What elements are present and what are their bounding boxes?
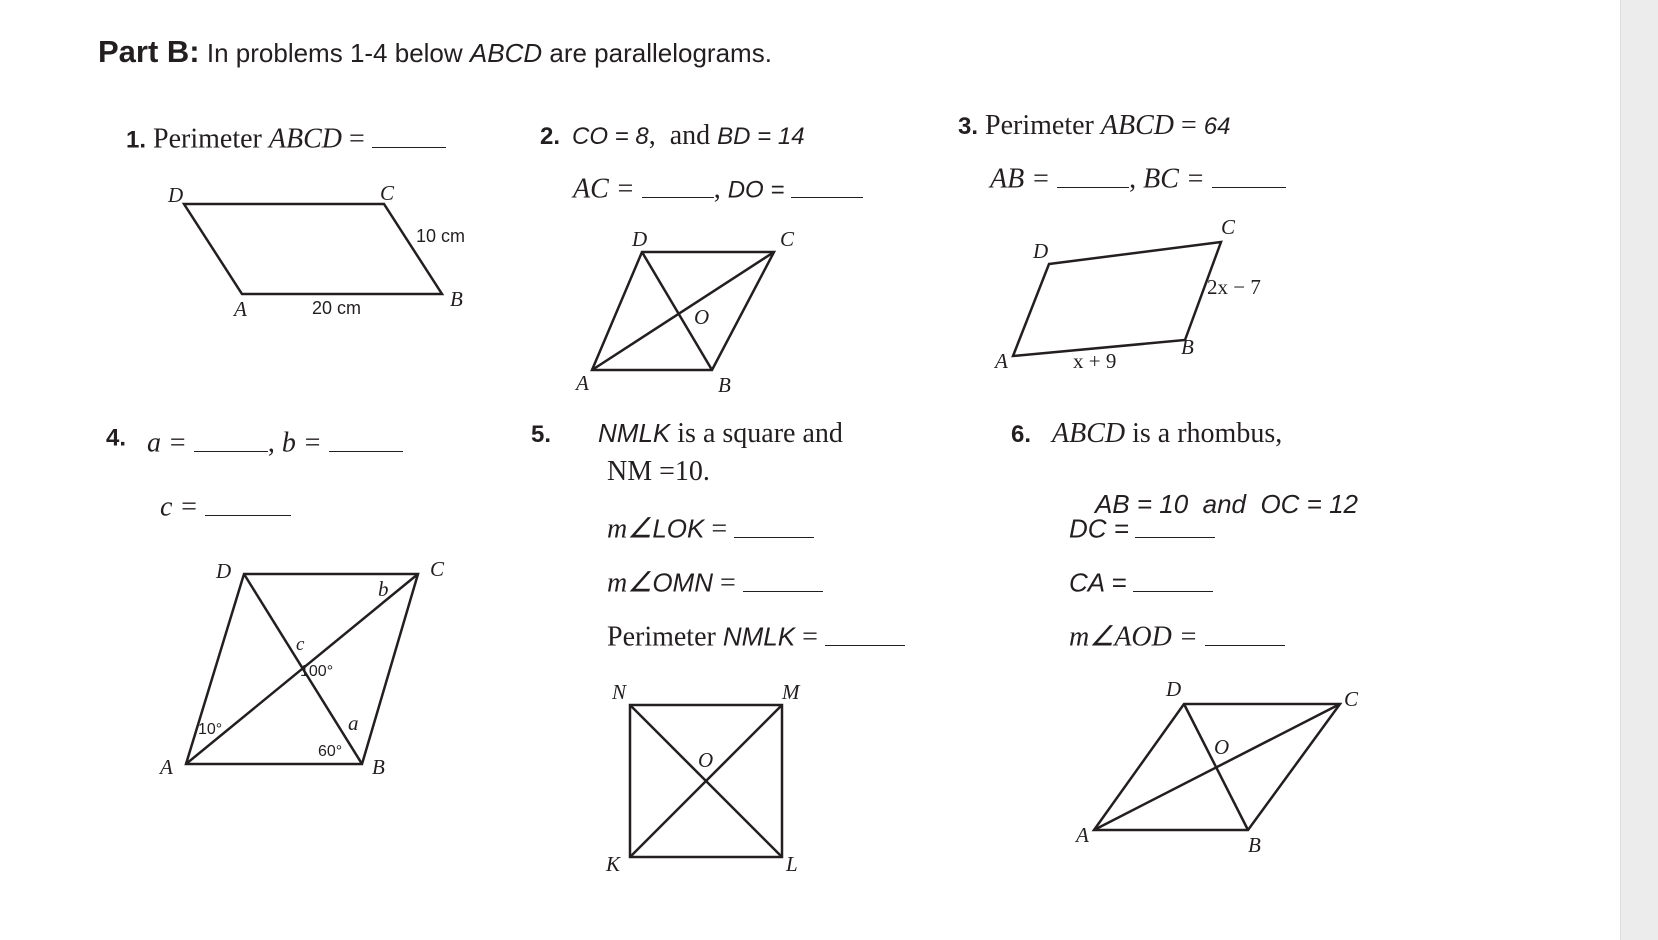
part-b-heading — [98, 34, 772, 70]
problem-3-prompt — [958, 110, 1230, 142]
label-c: C — [780, 228, 795, 251]
angle-60-label: 60° — [318, 743, 343, 760]
heading-abcd: ABCD — [469, 38, 543, 68]
label-b: B — [450, 287, 463, 311]
problem-3-text: Perimeter — [985, 110, 1101, 141]
problem-6-aod — [1069, 618, 1285, 654]
base-length-label: 20 cm — [312, 298, 362, 318]
problem-3-figure — [985, 214, 1305, 384]
ca-answer-blank[interactable] — [1133, 566, 1213, 592]
problem-2-prompt — [540, 120, 805, 152]
angle-10-label: 10° — [198, 721, 223, 738]
label-d: D — [216, 559, 232, 583]
problem-2-answers — [573, 170, 863, 206]
label-l: L — [786, 852, 798, 876]
comma: , — [713, 173, 721, 205]
angle-a-label: a — [348, 711, 359, 735]
problem-6-prompt — [1011, 418, 1282, 450]
problem-5-omn — [607, 564, 823, 600]
lok-answer-blank[interactable] — [734, 510, 814, 538]
problem-6-ca — [1069, 566, 1213, 599]
omn-answer-blank[interactable] — [743, 564, 823, 592]
answer-blank[interactable] — [372, 120, 446, 148]
problem-5-figure — [600, 675, 820, 885]
problem-4-figure — [150, 552, 460, 792]
label-o: O — [694, 305, 710, 329]
problem-5-prompt — [531, 418, 843, 450]
problem-2-figure — [570, 228, 810, 400]
label-a: A — [160, 755, 173, 779]
label-a: A — [576, 371, 589, 395]
equals-sign: = — [341, 123, 372, 155]
bc-answer-blank[interactable] — [1212, 160, 1286, 188]
label-d: D — [1033, 239, 1049, 263]
label-b: B — [372, 755, 385, 779]
b-label: b = — [281, 427, 322, 459]
given-bd: BD = 14 — [717, 123, 805, 150]
problem-number: 5. — [531, 421, 552, 448]
label-m: M — [782, 680, 800, 704]
problem-4-c-answer — [160, 488, 291, 524]
c-answer-blank[interactable] — [205, 488, 291, 516]
ab-label: AB = — [990, 163, 1051, 195]
equals-sign: = — [704, 513, 728, 545]
c-label: c = — [160, 491, 199, 523]
label-k: K — [606, 852, 621, 876]
problem-5-text: is a square and — [670, 418, 843, 449]
label-o: O — [1214, 735, 1230, 759]
right-side-expression: 2x − 7 — [1207, 275, 1261, 299]
perimeter-text: Perimeter — [607, 621, 723, 653]
label-b: B — [1248, 833, 1261, 857]
a-label: a = — [147, 427, 187, 459]
problem-1-var: ABCD — [268, 123, 342, 155]
do-answer-blank[interactable] — [791, 170, 863, 198]
dc-label: DC = — [1069, 513, 1129, 544]
nm-given: NM =10. — [607, 456, 710, 487]
label-n: N — [612, 680, 627, 704]
ab-answer-blank[interactable] — [1057, 160, 1129, 188]
label-b: B — [718, 373, 731, 397]
angle-b-label: b — [378, 577, 389, 601]
problem-3-var: ABCD — [1100, 110, 1174, 141]
equals-sign: = — [795, 621, 818, 653]
label-o: O — [698, 748, 714, 772]
problem-6-dc — [1069, 512, 1215, 545]
comma: , — [267, 427, 275, 459]
label-d: D — [632, 228, 648, 251]
problem-number: 3. — [958, 113, 979, 140]
diagonal-bd — [1184, 704, 1248, 830]
abcd-label: ABCD — [1052, 418, 1126, 449]
problem-5-lok — [607, 510, 814, 546]
problem-5-given — [607, 456, 710, 488]
label-a: A — [234, 297, 247, 320]
label-b: B — [1181, 335, 1194, 359]
problem-1-prompt — [126, 120, 446, 156]
nmlk-label: NMLK — [722, 621, 796, 652]
label-c: C — [430, 557, 445, 581]
comma: , — [1129, 163, 1137, 195]
and-text: , and — [648, 120, 718, 151]
window-edge — [1620, 0, 1658, 940]
ac-label: AC = — [573, 173, 635, 205]
nmlk-label: NMLK — [598, 418, 671, 448]
base-expression: x + 9 — [1073, 349, 1117, 373]
label-c: C — [1221, 215, 1236, 239]
problem-1-text: Perimeter — [153, 123, 269, 155]
aod-label: m∠AOD = — [1069, 621, 1198, 653]
label-a: A — [1076, 823, 1089, 847]
ac-answer-blank[interactable] — [642, 170, 714, 198]
problem-6-text: is a rhombus, — [1125, 418, 1283, 449]
given-co: CO = 8 — [572, 123, 649, 150]
aod-answer-blank[interactable] — [1205, 618, 1285, 646]
angle-c-label: c — [296, 634, 305, 655]
problem-number: 1. — [126, 126, 147, 154]
equals-sign: = — [1173, 110, 1204, 141]
angle-100-label: 100° — [300, 663, 334, 680]
dc-answer-blank[interactable] — [1135, 512, 1215, 538]
parallelogram-abcd — [184, 204, 442, 294]
label-d: D — [168, 183, 184, 207]
angle-prefix: m∠ — [607, 567, 653, 599]
heading-text: In problems 1-4 below — [206, 38, 470, 68]
equals-sign: = — [713, 567, 736, 599]
label-a: A — [995, 349, 1008, 373]
diagonal-ac — [592, 252, 774, 370]
a-answer-blank[interactable] — [194, 424, 268, 452]
given-ab-oc: AB = 10 and OC = 12 — [1094, 489, 1358, 519]
problem-3-answers — [990, 160, 1286, 196]
problem-number: 6. — [1011, 421, 1032, 448]
label-d: D — [1166, 678, 1182, 701]
problem-number: 4. — [106, 424, 127, 452]
do-label: DO = — [727, 176, 785, 204]
side-length-label: 10 cm — [416, 226, 466, 246]
perimeter-answer-blank[interactable] — [825, 618, 905, 646]
heading-tail: are parallelograms. — [542, 38, 772, 68]
lok-label: LOK — [652, 513, 705, 544]
problem-5-perimeter — [607, 618, 905, 654]
b-answer-blank[interactable] — [329, 424, 403, 452]
omn-label: OMN — [652, 567, 713, 598]
label-c: C — [1344, 687, 1359, 711]
angle-prefix: m∠ — [607, 513, 653, 545]
ca-label: CA = — [1069, 567, 1127, 598]
problem-number: 2. — [540, 123, 561, 150]
part-label: Part B: — [98, 34, 200, 69]
bc-label: BC = — [1143, 163, 1205, 195]
problem-1-figure — [150, 180, 490, 320]
perimeter-value: 64 — [1203, 113, 1231, 140]
problem-6-figure — [1060, 678, 1380, 858]
label-c: C — [380, 181, 395, 205]
problem-4-prompt — [106, 424, 403, 460]
